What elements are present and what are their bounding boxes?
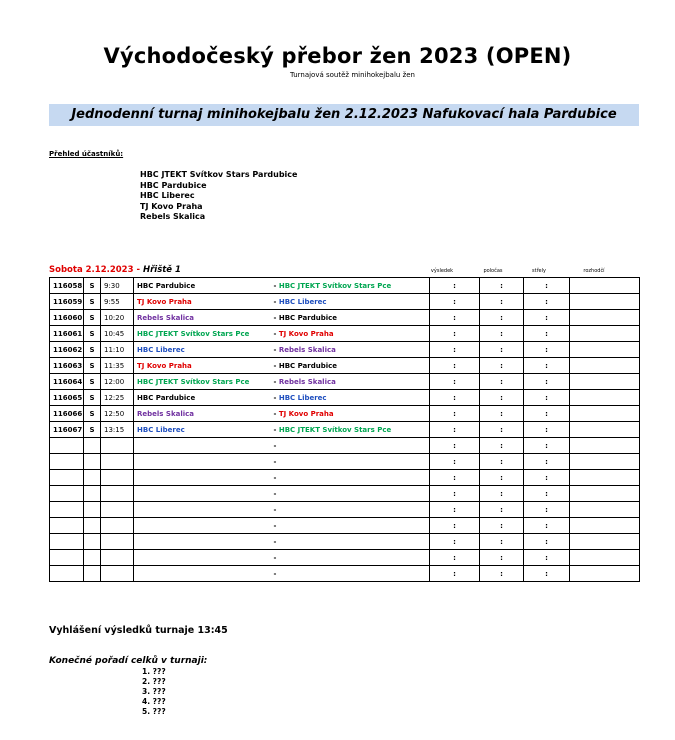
away-team xyxy=(270,406,430,422)
away-team xyxy=(270,502,430,518)
match-number xyxy=(50,518,84,534)
match-type: S xyxy=(84,374,101,390)
referee-cell xyxy=(570,326,640,342)
table-row xyxy=(50,470,640,486)
table-row xyxy=(50,566,640,582)
referee-cell xyxy=(570,374,640,390)
match-type xyxy=(84,534,101,550)
table-row xyxy=(50,278,640,294)
result-cell: : xyxy=(430,550,480,566)
shots-cell: : xyxy=(524,342,570,358)
vs-dash: - xyxy=(273,393,277,402)
half-cell: : xyxy=(480,438,524,454)
home-team: TJ Kovo Praha xyxy=(134,358,270,374)
table-row xyxy=(50,534,640,550)
half-cell: : xyxy=(480,518,524,534)
match-time: 11:10 xyxy=(101,342,134,358)
vs-dash: - xyxy=(273,313,277,322)
home-team: HBC Pardubice xyxy=(134,278,270,294)
match-type: S xyxy=(84,422,101,438)
half-cell: : xyxy=(480,342,524,358)
vs-dash: - xyxy=(273,425,277,434)
away-team-text: HBC Pardubice xyxy=(278,361,338,370)
match-type xyxy=(84,470,101,486)
vs-dash: - xyxy=(273,505,277,514)
match-type: S xyxy=(84,326,101,342)
col-result-label: výsledek xyxy=(430,268,454,274)
referee-cell xyxy=(570,342,640,358)
match-time: 13:15 xyxy=(101,422,134,438)
away-team xyxy=(270,374,430,390)
participants-label: Přehled účastníků: xyxy=(49,150,124,158)
away-team xyxy=(270,454,430,470)
shots-cell: : xyxy=(524,278,570,294)
away-team xyxy=(270,358,430,374)
vs-dash: - xyxy=(273,521,277,530)
away-team xyxy=(270,294,430,310)
half-cell: : xyxy=(480,502,524,518)
shots-cell: : xyxy=(524,406,570,422)
vs-dash: - xyxy=(273,281,277,290)
home-team xyxy=(134,518,270,534)
home-team xyxy=(134,438,270,454)
result-cell: : xyxy=(430,326,480,342)
table-row xyxy=(50,518,640,534)
away-team xyxy=(270,518,430,534)
home-team xyxy=(134,454,270,470)
schedule-date: Sobota 2.12.2023 - Hřiště 1 xyxy=(49,265,181,275)
page-subtitle: Turnajová soutěž minihokejbalu žen xyxy=(289,71,415,79)
col-referee-label: rozhodčí xyxy=(583,268,605,274)
vs-dash: - xyxy=(273,457,277,466)
table-row xyxy=(50,454,640,470)
match-time xyxy=(101,502,134,518)
away-team-text: TJ Kovo Praha xyxy=(278,329,334,338)
match-time xyxy=(101,566,134,582)
match-time xyxy=(101,534,134,550)
shots-cell: : xyxy=(524,294,570,310)
home-team xyxy=(134,534,270,550)
ranking-item: 4. ??? xyxy=(142,697,166,706)
referee-cell xyxy=(570,422,640,438)
match-number: 116065 xyxy=(50,390,84,406)
ranking-item: 1. ??? xyxy=(142,667,166,676)
table-row xyxy=(50,438,640,454)
home-team: HBC Pardubice xyxy=(134,390,270,406)
tournament-banner: Jednodenní turnaj minihokejbalu žen 2.12.2023 Nafukovací hala Pardubice xyxy=(49,104,639,126)
match-type: S xyxy=(84,310,101,326)
referee-cell xyxy=(570,358,640,374)
match-number xyxy=(50,438,84,454)
half-cell: : xyxy=(480,374,524,390)
result-cell: : xyxy=(430,534,480,550)
home-team: Rebels Skalica xyxy=(134,310,270,326)
match-number: 116067 xyxy=(50,422,84,438)
table-row xyxy=(50,406,640,422)
table-row xyxy=(50,550,640,566)
vs-dash: - xyxy=(273,361,277,370)
half-cell: : xyxy=(480,358,524,374)
shots-cell: : xyxy=(524,550,570,566)
match-time: 12:25 xyxy=(101,390,134,406)
match-time: 9:30 xyxy=(101,278,134,294)
result-cell: : xyxy=(430,310,480,326)
home-team xyxy=(134,502,270,518)
result-cell: : xyxy=(430,518,480,534)
match-type xyxy=(84,550,101,566)
half-cell: : xyxy=(480,310,524,326)
table-row xyxy=(50,294,640,310)
table-row xyxy=(50,422,640,438)
schedule-table xyxy=(49,277,640,582)
match-number xyxy=(50,502,84,518)
match-type xyxy=(84,438,101,454)
match-type xyxy=(84,502,101,518)
ranking-item: 5. ??? xyxy=(142,707,166,716)
table-row xyxy=(50,310,640,326)
away-team-text: HBC Pardubice xyxy=(278,313,338,322)
shots-cell: : xyxy=(524,358,570,374)
vs-dash: - xyxy=(273,569,277,578)
shots-cell: : xyxy=(524,566,570,582)
shots-cell: : xyxy=(524,422,570,438)
referee-cell xyxy=(570,438,640,454)
result-cell: : xyxy=(430,502,480,518)
away-team-text: Rebels Skalica xyxy=(278,377,336,386)
half-cell: : xyxy=(480,534,524,550)
shots-cell: : xyxy=(524,438,570,454)
half-cell: : xyxy=(480,454,524,470)
half-cell: : xyxy=(480,566,524,582)
half-cell: : xyxy=(480,422,524,438)
result-cell: : xyxy=(430,486,480,502)
final-ranking-list xyxy=(142,667,166,717)
away-team xyxy=(270,326,430,342)
referee-cell xyxy=(570,390,640,406)
half-cell: : xyxy=(480,406,524,422)
referee-cell xyxy=(570,310,640,326)
table-row xyxy=(50,374,640,390)
match-time: 9:55 xyxy=(101,294,134,310)
shots-cell: : xyxy=(524,502,570,518)
match-number xyxy=(50,470,84,486)
home-team: HBC JTEKT Svítkov Stars Pce xyxy=(134,374,270,390)
shots-cell: : xyxy=(524,374,570,390)
match-number: 116061 xyxy=(50,326,84,342)
home-team: TJ Kovo Praha xyxy=(134,294,270,310)
half-cell: : xyxy=(480,390,524,406)
match-number xyxy=(50,454,84,470)
home-team: HBC Liberec xyxy=(134,422,270,438)
result-cell: : xyxy=(430,278,480,294)
match-number xyxy=(50,486,84,502)
away-team xyxy=(270,566,430,582)
match-type: S xyxy=(84,294,101,310)
match-number xyxy=(50,566,84,582)
participant-item: HBC Liberec xyxy=(140,191,195,200)
vs-dash: - xyxy=(273,329,277,338)
participants-list xyxy=(140,170,297,223)
table-row xyxy=(50,486,640,502)
away-team xyxy=(270,390,430,406)
away-team xyxy=(270,534,430,550)
referee-cell xyxy=(570,550,640,566)
match-time xyxy=(101,550,134,566)
vs-dash: - xyxy=(273,377,277,386)
half-cell: : xyxy=(480,278,524,294)
vs-dash: - xyxy=(273,473,277,482)
away-team xyxy=(270,422,430,438)
match-time: 11:35 xyxy=(101,358,134,374)
half-cell: : xyxy=(480,326,524,342)
result-cell: : xyxy=(430,438,480,454)
referee-cell xyxy=(570,294,640,310)
match-time xyxy=(101,518,134,534)
match-type: S xyxy=(84,342,101,358)
referee-cell xyxy=(570,278,640,294)
referee-cell xyxy=(570,534,640,550)
home-team xyxy=(134,486,270,502)
referee-cell xyxy=(570,502,640,518)
away-team-text: Rebels Skalica xyxy=(278,345,336,354)
match-time xyxy=(101,470,134,486)
ranking-item: 3. ??? xyxy=(142,687,166,696)
table-row xyxy=(50,342,640,358)
result-cell: : xyxy=(430,374,480,390)
vs-dash: - xyxy=(273,297,277,306)
vs-dash: - xyxy=(273,441,277,450)
table-row xyxy=(50,326,640,342)
half-cell: : xyxy=(480,550,524,566)
shots-cell: : xyxy=(524,310,570,326)
away-team xyxy=(270,550,430,566)
match-time xyxy=(101,486,134,502)
participant-item: HBC Pardubice xyxy=(140,180,207,190)
match-number: 116060 xyxy=(50,310,84,326)
away-team-text: HBC Liberec xyxy=(278,297,327,306)
participant-item: HBC JTEKT Svítkov Stars Pardubice xyxy=(140,170,298,179)
shots-cell: : xyxy=(524,326,570,342)
away-team xyxy=(270,278,430,294)
match-number: 116064 xyxy=(50,374,84,390)
result-cell: : xyxy=(430,422,480,438)
referee-cell xyxy=(570,518,640,534)
schedule-header xyxy=(49,265,639,277)
match-number: 116062 xyxy=(50,342,84,358)
shots-cell: : xyxy=(524,486,570,502)
vs-dash: - xyxy=(273,553,277,562)
match-number xyxy=(50,534,84,550)
half-cell: : xyxy=(480,486,524,502)
shots-cell: : xyxy=(524,454,570,470)
match-time xyxy=(101,454,134,470)
away-team-text: HBC JTEKT Svítkov Stars Pce xyxy=(278,281,392,290)
away-team-text: HBC Liberec xyxy=(278,393,327,402)
result-cell: : xyxy=(430,390,480,406)
match-time: 10:45 xyxy=(101,326,134,342)
result-cell: : xyxy=(430,406,480,422)
col-half-label: poločas xyxy=(483,268,503,274)
match-time: 12:00 xyxy=(101,374,134,390)
match-type: S xyxy=(84,278,101,294)
schedule-hall: Hřiště 1 xyxy=(142,265,181,275)
home-team: HBC JTEKT Svítkov Stars Pce xyxy=(134,326,270,342)
announcement: Vyhlášení výsledků turnaje 13:45 xyxy=(49,625,228,636)
page-title: Východočeský přebor žen 2023 (OPEN) xyxy=(103,44,572,68)
match-time: 12:50 xyxy=(101,406,134,422)
participant-item: Rebels Skalica xyxy=(140,212,206,221)
result-cell: : xyxy=(430,566,480,582)
match-type xyxy=(84,454,101,470)
table-row xyxy=(50,390,640,406)
away-team xyxy=(270,486,430,502)
match-type: S xyxy=(84,406,101,422)
home-team xyxy=(134,566,270,582)
referee-cell xyxy=(570,454,640,470)
match-time xyxy=(101,438,134,454)
match-type xyxy=(84,566,101,582)
result-cell: : xyxy=(430,342,480,358)
half-cell: : xyxy=(480,294,524,310)
referee-cell xyxy=(570,470,640,486)
table-row xyxy=(50,502,640,518)
shots-cell: : xyxy=(524,518,570,534)
result-cell: : xyxy=(430,470,480,486)
referee-cell xyxy=(570,406,640,422)
home-team xyxy=(134,550,270,566)
away-team xyxy=(270,438,430,454)
vs-dash: - xyxy=(273,409,277,418)
match-type: S xyxy=(84,358,101,374)
home-team xyxy=(134,470,270,486)
shots-cell: : xyxy=(524,534,570,550)
home-team: HBC Liberec xyxy=(134,342,270,358)
shots-cell: : xyxy=(524,470,570,486)
referee-cell xyxy=(570,486,640,502)
referee-cell xyxy=(570,566,640,582)
match-type: S xyxy=(84,390,101,406)
match-type xyxy=(84,486,101,502)
match-number: 116063 xyxy=(50,358,84,374)
shots-cell: : xyxy=(524,390,570,406)
result-cell: : xyxy=(430,294,480,310)
away-team-text: TJ Kovo Praha xyxy=(278,409,334,418)
away-team xyxy=(270,310,430,326)
match-number: 116059 xyxy=(50,294,84,310)
vs-dash: - xyxy=(273,345,277,354)
vs-dash: - xyxy=(273,537,277,546)
away-team xyxy=(270,470,430,486)
away-team xyxy=(270,342,430,358)
match-time: 10:20 xyxy=(101,310,134,326)
home-team: Rebels Skalica xyxy=(134,406,270,422)
away-team-text: HBC JTEKT Svítkov Stars Pce xyxy=(278,425,392,434)
participant-item: TJ Kovo Praha xyxy=(140,201,203,211)
col-shots-label: střely xyxy=(532,268,546,274)
match-type xyxy=(84,518,101,534)
result-cell: : xyxy=(430,454,480,470)
match-number: 116058 xyxy=(50,278,84,294)
match-number xyxy=(50,550,84,566)
table-row xyxy=(50,358,640,374)
ranking-item: 2. ??? xyxy=(142,677,166,686)
final-ranking-label: Konečné pořadí celků v turnaji: xyxy=(49,656,208,666)
result-cell: : xyxy=(430,358,480,374)
half-cell: : xyxy=(480,470,524,486)
vs-dash: - xyxy=(273,489,277,498)
match-number: 116066 xyxy=(50,406,84,422)
